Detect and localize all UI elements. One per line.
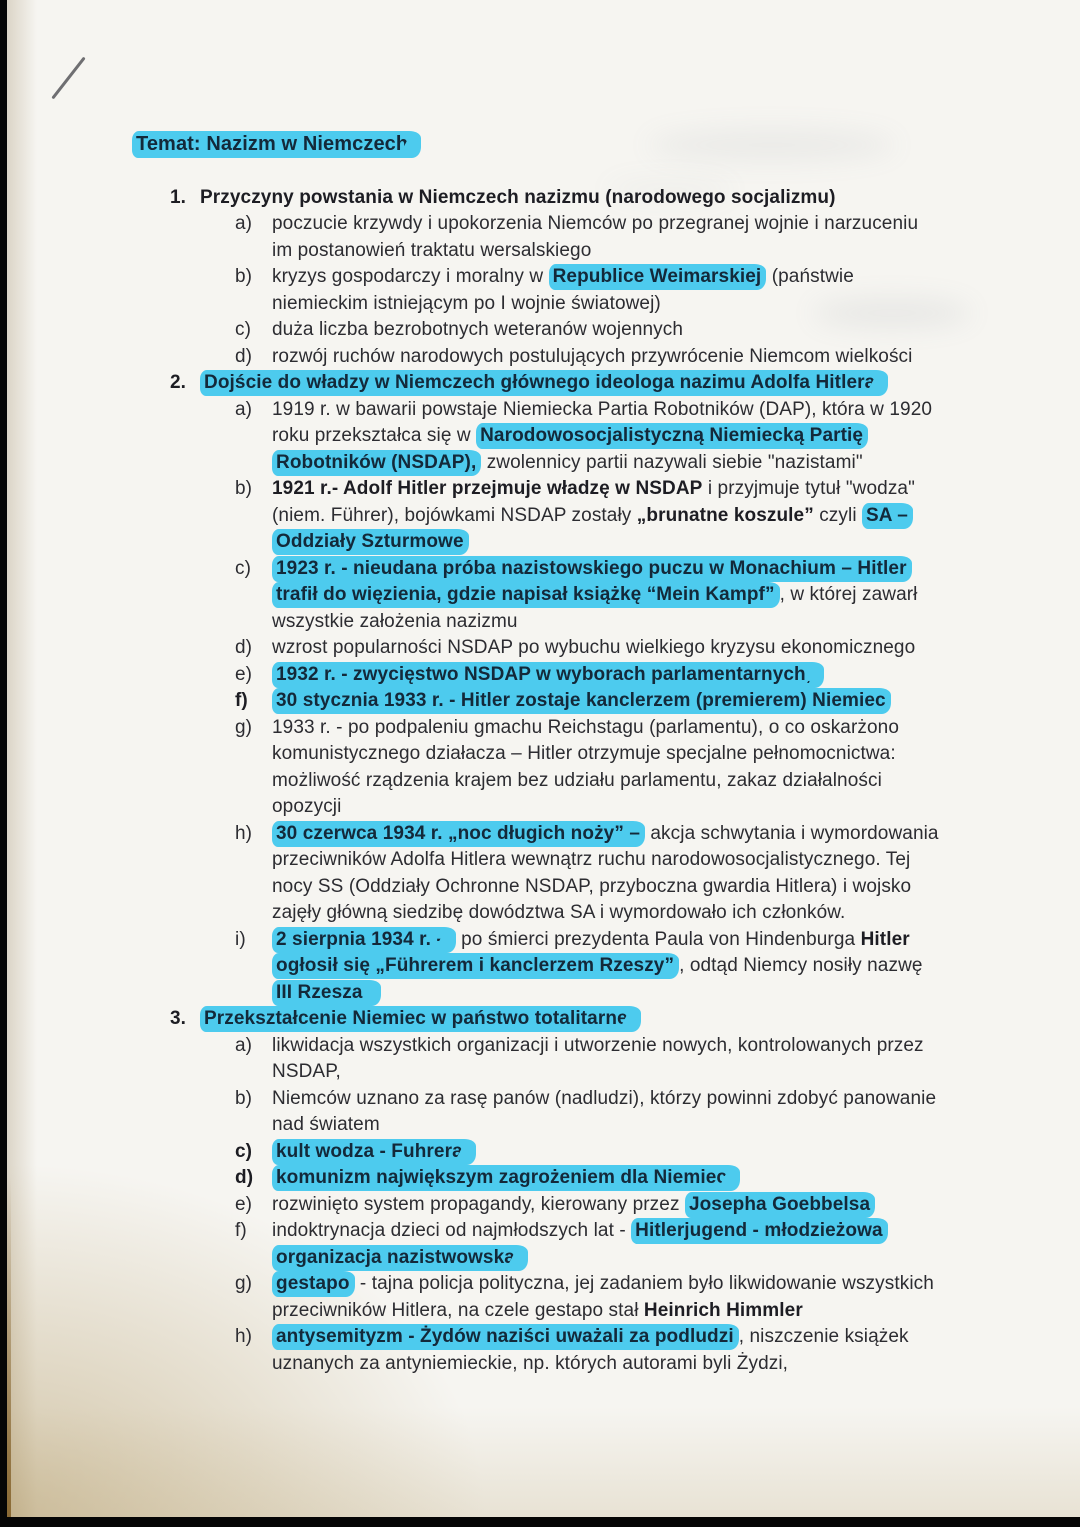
item-marker: h) xyxy=(235,1326,253,1347)
list-item-3d xyxy=(235,1165,942,1192)
list-item-2d xyxy=(235,635,942,662)
item-marker: b) xyxy=(235,266,253,287)
bold-text: Heinrich Himmler xyxy=(643,1299,803,1321)
text-segment: i przyjmuje tytuł "wodza" (niem. Führer), bojówkami NSDAP zostały xyxy=(272,478,915,526)
list-item-2b xyxy=(235,476,942,556)
item-text xyxy=(272,1033,942,1086)
item-marker: e) xyxy=(235,663,253,685)
text-segment: rozwinięto system propagandy, kierowany przez xyxy=(272,1193,685,1215)
highlighted-text: III Rzesza. xyxy=(272,980,381,1006)
text-segment: 1933 r. - po podpaleniu gmachu Reichstagu (parlamentu), o co oskarżono komunistycznego działacza – Hitler otrzymuje specjalne pełnomocnictwa: możliwość rządzenia krajem bez udziału parlamentu, zakaz działalności opozycji xyxy=(272,716,899,817)
list-item-1a xyxy=(235,211,942,264)
section-1-heading xyxy=(170,185,942,212)
highlighted-text: 1932 r. - zwycięstwo NSDAP w wyborach parlamentarnych, xyxy=(272,662,824,688)
item-text xyxy=(272,1139,942,1166)
item-marker: c) xyxy=(235,557,252,579)
list-item-1b xyxy=(235,264,942,317)
item-marker: a) xyxy=(235,398,253,420)
text-segment: rozwój ruchów narodowych postulujących przywrócenie Niemcom wielkości xyxy=(272,345,913,367)
section-heading-text: Przyczyny powstania w Niemczech nazizmu (narodowego socjalizmu) xyxy=(200,186,836,208)
list-item-1c xyxy=(235,317,942,344)
item-marker: d) xyxy=(235,1167,254,1188)
item-marker: b) xyxy=(235,1087,253,1109)
highlighted-text: Hitlerjugend - młodzieżowa organizacja nazistwowska xyxy=(272,1218,888,1271)
bold-text: 1921 r.- Adolf Hitler przejmuje władzę w NSDAP xyxy=(272,478,703,499)
item-marker: d) xyxy=(235,637,253,658)
item-text xyxy=(272,688,942,715)
text-segment: , niszczenie książek uznanych za antyniemieckie, np. których autorami byli Żydzi, xyxy=(272,1326,909,1374)
section-number: 3. xyxy=(170,1008,187,1029)
list-item-2i xyxy=(235,927,942,1007)
list-item-1d xyxy=(235,344,942,371)
list-item-3b xyxy=(235,1086,942,1139)
text-segment: (państwie niemieckim istniejącym po I wojnie światowej) xyxy=(272,266,854,314)
highlighted-text: 2 sierpnia 1934 r. - xyxy=(272,927,456,953)
item-marker: g) xyxy=(235,716,253,738)
section-number: 1. xyxy=(170,186,187,208)
highlighted-text: Republice Weimarskiej xyxy=(549,264,767,290)
text-segment: 1919 r. w bawarii powstaje Niemiecka Partia Robotników (DAP), która w 1920 roku przekształca się w xyxy=(272,398,933,446)
item-marker: c) xyxy=(235,1140,253,1162)
section-heading-text: Przekształcenie Niemiec w państwo totalitarne xyxy=(200,1006,641,1032)
highlighted-text: antysemityzm - Żydów naziści uważali za podludzi xyxy=(272,1324,739,1350)
item-text xyxy=(272,1192,942,1219)
item-text xyxy=(272,927,942,1007)
section-number: 2. xyxy=(170,372,187,393)
text-segment: po śmierci prezydenta Paula von Hindenburga xyxy=(455,928,861,950)
document-body xyxy=(7,0,1080,1377)
list-item-3f xyxy=(235,1218,942,1271)
list-item-2g xyxy=(235,715,942,821)
item-marker: f) xyxy=(235,690,248,711)
item-text xyxy=(272,821,942,927)
text-segment: kryzys gospodarczy i moralny w xyxy=(272,266,549,287)
item-marker: i) xyxy=(235,928,246,950)
item-text xyxy=(272,1271,942,1324)
item-text xyxy=(272,1086,942,1139)
highlighted-text: 1923 r. - nieudana próba nazistowskiego puczu w Monachium – Hitler trafił do więzienia, gdzie napisał książkę “Mein Kampf” xyxy=(272,556,912,609)
highlighted-text: komunizm największym zagrożeniem dla Niemiec xyxy=(272,1165,740,1191)
text-segment: czyli xyxy=(813,504,863,526)
item-marker: f) xyxy=(235,1220,247,1241)
text-segment: wzrost popularności NSDAP po wybuchu wielkiego kryzysu ekonomicznego xyxy=(272,637,916,658)
item-text xyxy=(272,715,942,821)
section-heading-text: Dojście do władzy w Niemczech głównego ideologa nazimu Adolfa Hitlera xyxy=(200,370,888,396)
text-segment: akcja schwytania i wymordowania przeciwników Adolfa Hitlera wewnątrz ruchu narodowosocjalistycznego. Tej nocy SS (Oddziały Ochronne NSDAP, przyboczna gwardia Hitlera) i wojsko zajęły główną siedzibę dowództwa SA i wymordowało ich członków. xyxy=(272,822,939,923)
list-item-2f xyxy=(235,688,942,715)
text-segment: poczucie krzywdy i upokorzenia Niemców po przegranej wojnie i narzuceniu im postanowień traktatu wersalskiego xyxy=(272,213,919,261)
bold-text: „brunatne koszule” xyxy=(636,504,814,526)
list-item-3a xyxy=(235,1033,942,1086)
highlighted-text: ogłosił się „Führerem i kanclerzem Rzeszy” xyxy=(272,953,679,979)
item-text xyxy=(272,476,942,556)
list-item-3h xyxy=(235,1324,942,1377)
bold-text: Hitler xyxy=(860,928,910,950)
item-text xyxy=(272,1324,942,1377)
item-marker: d) xyxy=(235,345,253,367)
highlighted-text: Narodowosocjalistyczną Niemiecką Partię Robotników (NSDAP), xyxy=(272,423,868,476)
text-segment: - tajna policja polityczna, jej zadaniem było likwidowanie wszystkich przeciwników Hitlera, na czele gestapo stał xyxy=(272,1273,934,1321)
item-text xyxy=(272,662,942,689)
list-item-2e xyxy=(235,662,942,689)
item-marker: e) xyxy=(235,1193,253,1215)
item-text xyxy=(272,397,942,477)
highlighted-text: gestapo xyxy=(272,1271,355,1297)
item-marker: b) xyxy=(235,478,253,499)
item-text xyxy=(272,264,942,317)
highlighted-text: Josepha Goebbelsa xyxy=(685,1192,875,1218)
item-marker: g) xyxy=(235,1273,253,1294)
scanned-page xyxy=(7,0,1080,1517)
item-marker: h) xyxy=(235,822,253,844)
list-item-2c xyxy=(235,556,942,636)
item-text xyxy=(272,344,942,371)
highlighted-text: kult wodza - Fuhrera xyxy=(272,1139,476,1165)
text-segment: duża liczba bezrobotnych weteranów wojennych xyxy=(272,319,684,340)
item-text xyxy=(272,556,942,636)
section-2-heading xyxy=(170,370,942,397)
highlighted-text: 30 czerwca 1934 r. „noc długich noży” – xyxy=(272,821,645,847)
text-segment: likwidacja wszystkich organizacji i utworzenie nowych, kontrolowanych przez NSDAP, xyxy=(272,1034,924,1082)
item-text xyxy=(272,317,942,344)
document-title-text: Temat: Nazizm w Niemczech xyxy=(132,131,421,158)
item-text xyxy=(272,1218,942,1271)
item-text xyxy=(272,635,942,662)
list-item-3c xyxy=(235,1139,942,1166)
text-segment: Niemców uznano za rasę panów (nadludzi), którzy powinni zdobyć panowanie nad światem xyxy=(272,1087,937,1135)
list-item-2a xyxy=(235,397,942,477)
list-item-3e xyxy=(235,1192,942,1219)
document-title xyxy=(132,131,942,159)
list-item-2h xyxy=(235,821,942,927)
highlighted-text: 30 stycznia 1933 r. - Hitler zostaje kanclerzem (premierem) Niemiec xyxy=(272,688,891,714)
text-segment: indoktrynacja dzieci od najmłodszych lat - xyxy=(272,1220,632,1241)
item-marker: a) xyxy=(235,1034,253,1056)
item-marker: a) xyxy=(235,213,253,234)
text-segment: , w której zawarł wszystkie założenia nazizmu xyxy=(272,584,918,632)
list-item-3g xyxy=(235,1271,942,1324)
section-3-heading xyxy=(170,1006,942,1033)
text-segment: , odtąd Niemcy nosiły nazwę xyxy=(679,955,923,976)
item-marker: c) xyxy=(235,319,252,340)
item-text xyxy=(272,211,942,264)
highlighted-text: SA – Oddziały Szturmowe xyxy=(272,503,913,556)
item-text xyxy=(272,1165,942,1192)
text-segment: zwolennicy partii nazywali siebie "nazistami" xyxy=(481,451,863,473)
